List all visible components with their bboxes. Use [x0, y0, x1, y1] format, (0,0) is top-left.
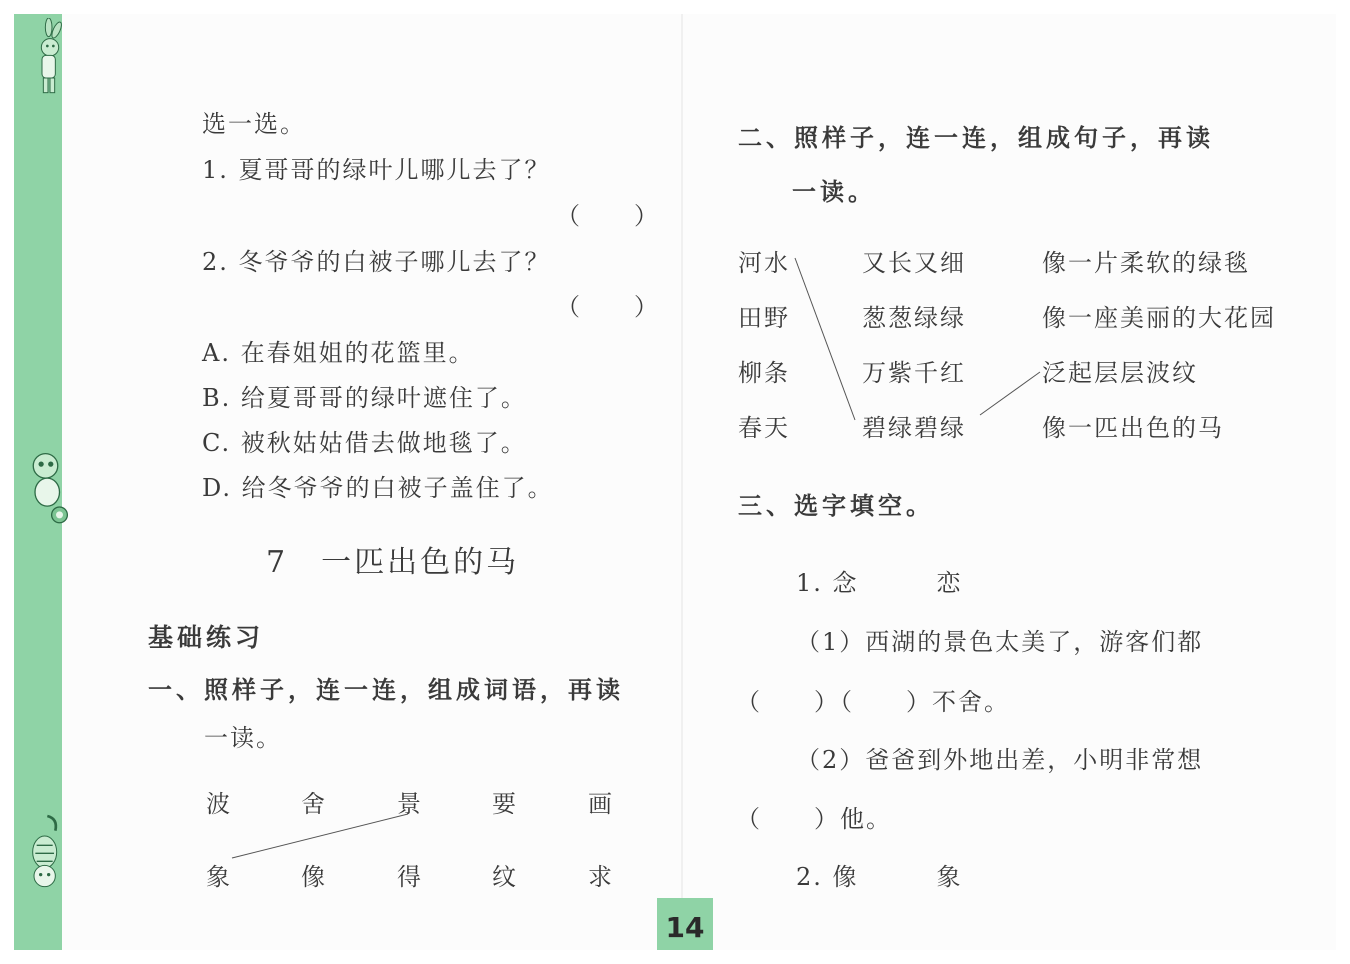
- subject-1: 河水: [738, 249, 790, 277]
- descriptor-1: 又长又细: [862, 249, 966, 277]
- example-line-river-green: [795, 258, 855, 420]
- word-row2-3: 得: [397, 863, 423, 891]
- comparison-1: 像一片柔软的绿毯: [1042, 249, 1250, 277]
- descriptor-3: 万紫千红: [862, 359, 966, 387]
- option-c: C. 被秋姑姑借去做地毯了。: [202, 429, 527, 457]
- exercise-3-question-1: （1）西湖的景色太美了，游客们都: [796, 628, 1204, 656]
- word-row1-1: 波: [206, 790, 232, 818]
- answer-blank-2[interactable]: （ ）: [556, 293, 660, 321]
- example-line-jing-xiang: [232, 814, 408, 858]
- exercise-3-blank-1[interactable]: （ ）（ ）不舍。: [736, 688, 1010, 716]
- exercise-3-item-2: 2. 像 象: [796, 863, 963, 891]
- exercise-2-title: 二、照样子，连一连，组成句子，再读: [738, 124, 1214, 152]
- section-heading: 基础练习: [148, 623, 265, 652]
- answer-blank-1[interactable]: （ ）: [556, 202, 660, 230]
- exercise-3-item-1: 1. 念 恋: [796, 569, 963, 597]
- descriptor-2: 葱葱绿绿: [862, 304, 966, 332]
- option-a: A. 在春姐姐的花篮里。: [202, 339, 475, 367]
- subject-4: 春天: [738, 414, 790, 442]
- word-row2-5: 求: [588, 863, 614, 891]
- comparison-2: 像一座美丽的大花园: [1042, 304, 1276, 332]
- word-row2-1: 象: [206, 863, 232, 891]
- word-row2-4: 纹: [492, 863, 518, 891]
- comparison-4: 像一匹出色的马: [1042, 414, 1224, 442]
- exercise-1-title: 一、照样子，连一连，组成词语，再读: [148, 676, 624, 704]
- lesson-title: 7 一匹出色的马: [266, 545, 520, 580]
- exercise-3-title: 三、选字填空。: [738, 492, 934, 520]
- subject-3: 柳条: [738, 359, 790, 387]
- word-row1-5: 画: [588, 790, 614, 818]
- word-row1-3: 景: [397, 790, 423, 818]
- exercise-3-blank-2[interactable]: （ ）他。: [736, 805, 892, 833]
- option-d: D. 给冬爷爷的白被子盖住了。: [202, 474, 554, 502]
- select-intro: 选一选。: [202, 110, 306, 138]
- exercise-3-question-2: （2）爸爸到外地出差，小明非常想: [796, 746, 1204, 774]
- word-row2-2: 像: [301, 863, 327, 891]
- word-row1-2: 舍: [301, 790, 327, 818]
- question-2: 2. 冬爷爷的白被子哪儿去了？: [202, 248, 551, 276]
- exercise-1-title-cont: 一读。: [204, 724, 282, 752]
- example-line-green-ripples: [980, 372, 1040, 415]
- descriptor-4: 碧绿碧绿: [862, 414, 966, 442]
- question-1: 1. 夏哥哥的绿叶儿哪儿去了？: [202, 156, 551, 184]
- word-row1-4: 要: [492, 790, 518, 818]
- exercise-2-title-cont: 一读。: [792, 178, 876, 206]
- page-number: 14: [657, 898, 713, 950]
- comparison-3: 泛起层层波纹: [1042, 359, 1198, 387]
- subject-2: 田野: [738, 304, 790, 332]
- option-b: B. 给夏哥哥的绿叶遮住了。: [202, 384, 527, 412]
